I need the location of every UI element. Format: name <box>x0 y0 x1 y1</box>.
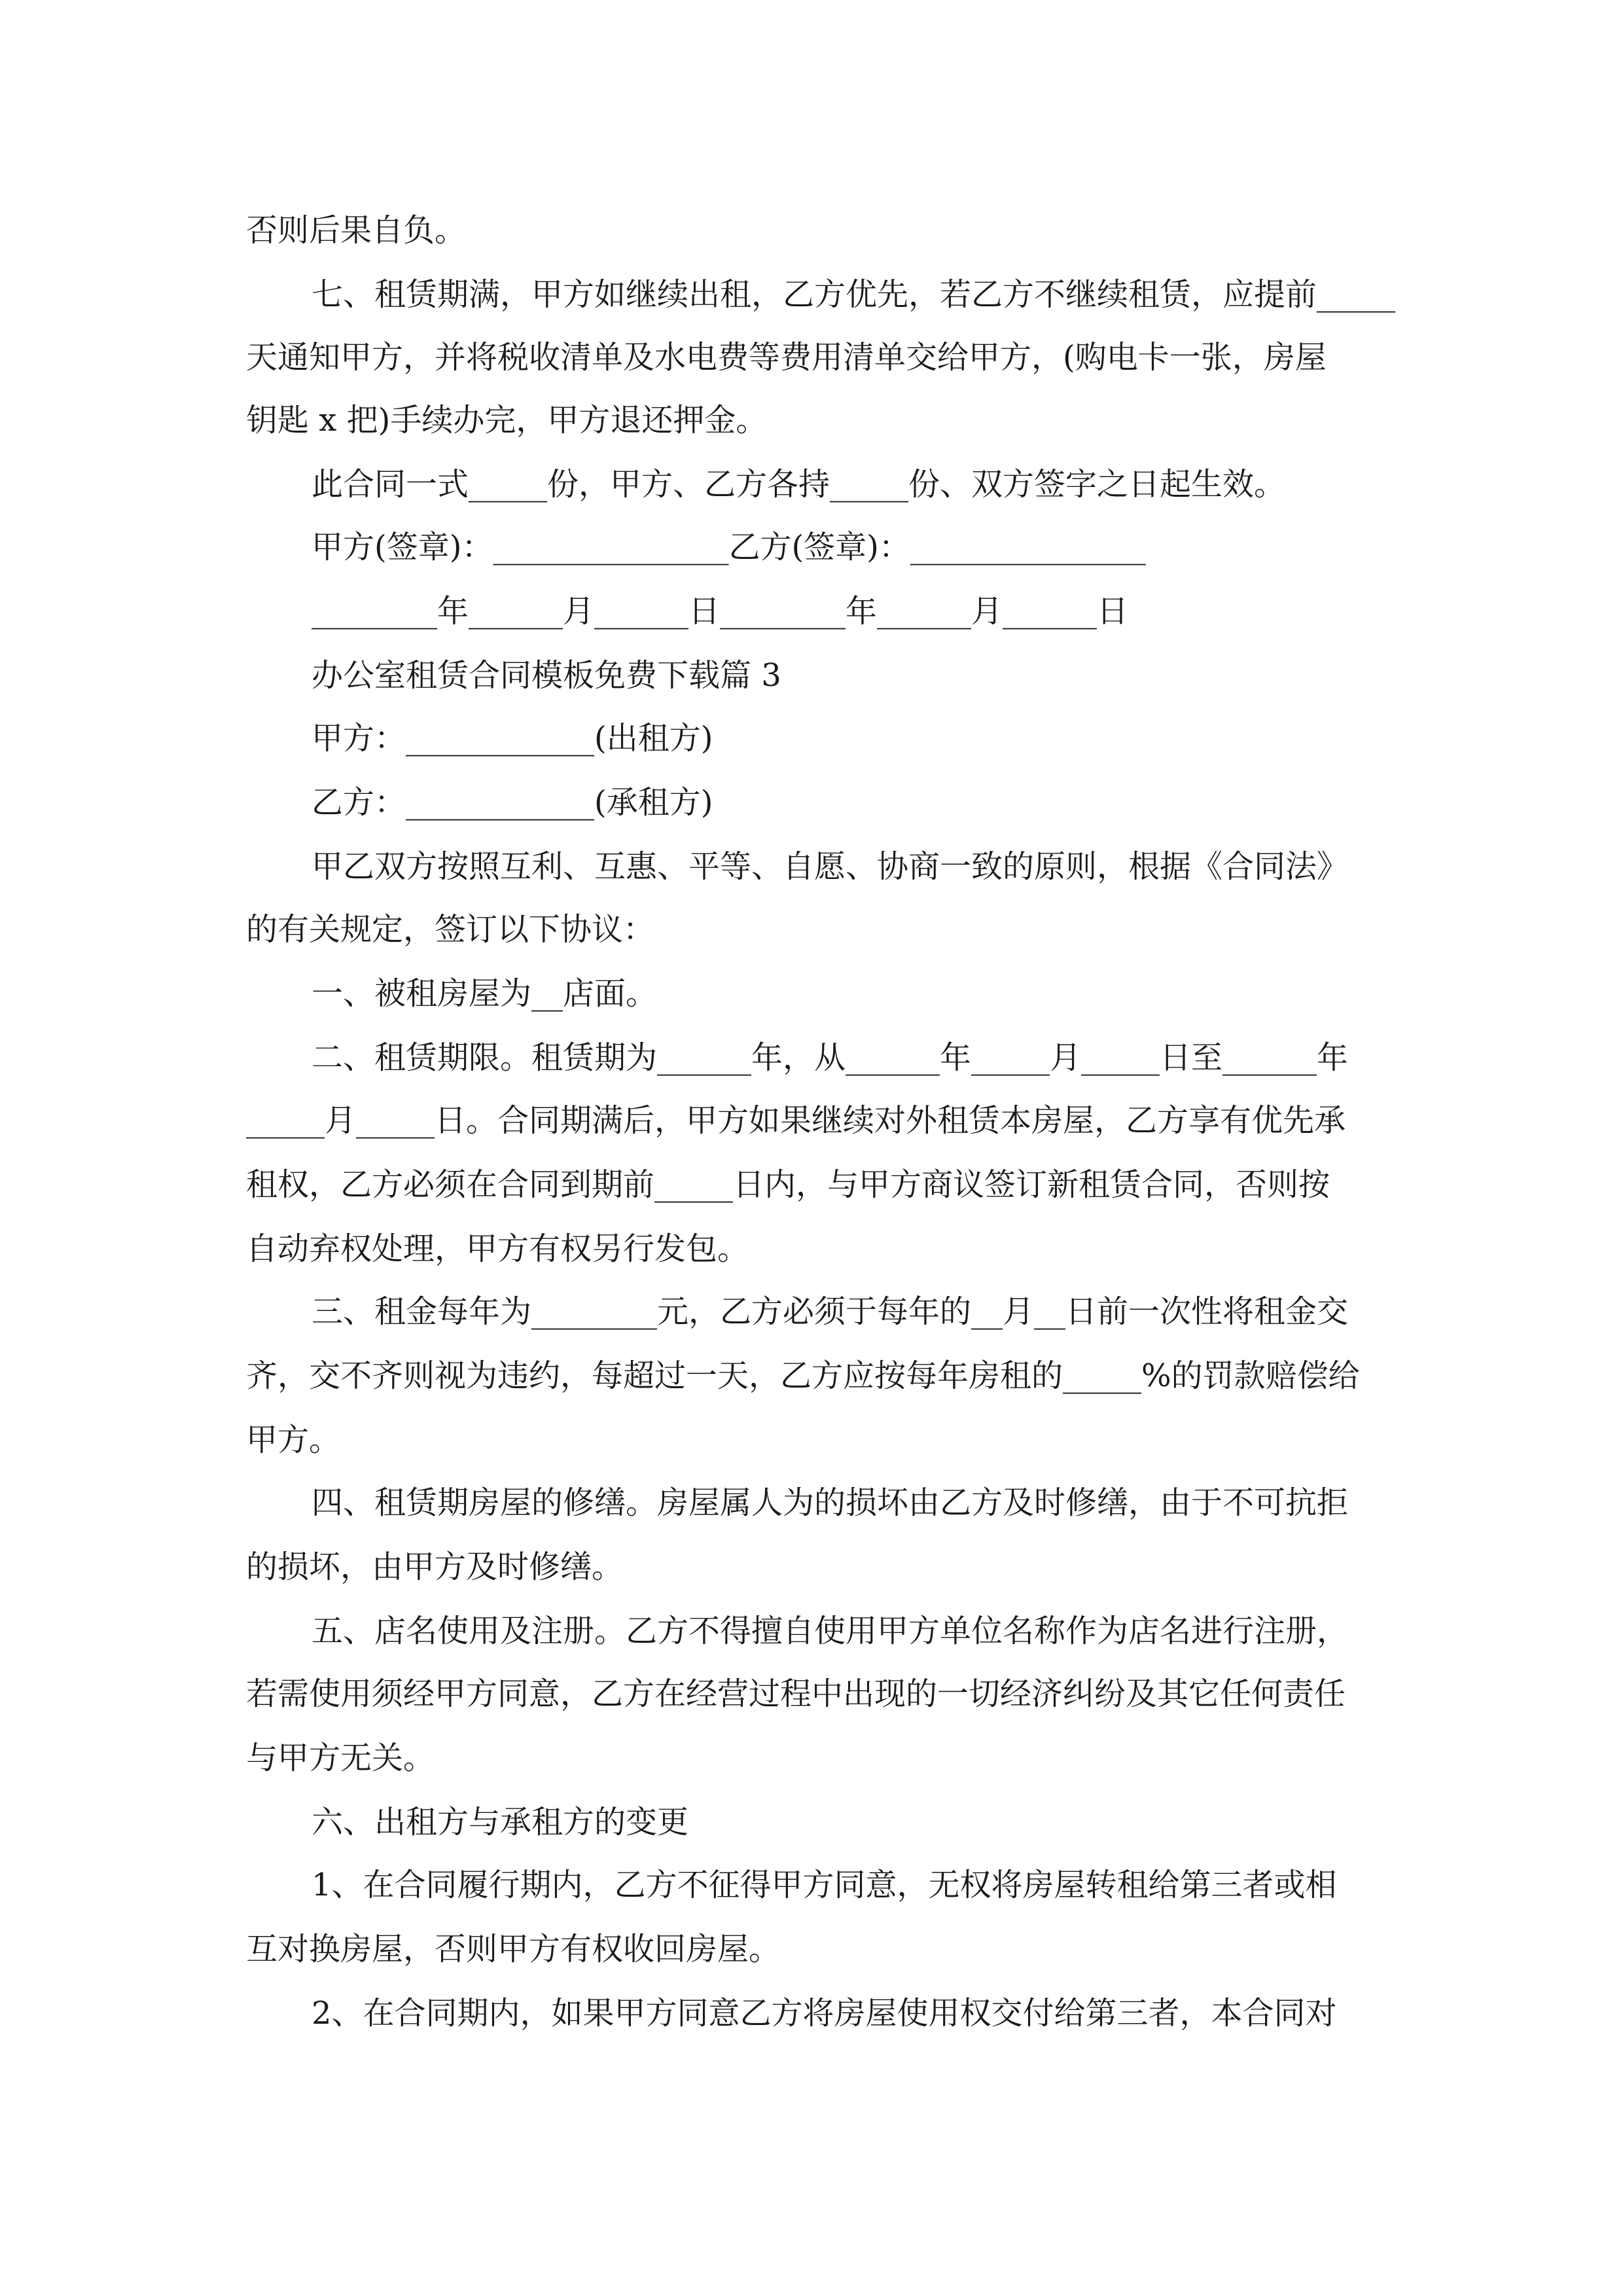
text-line: 一、被租房屋为__店面。 <box>312 975 658 1012</box>
text-line: 钥匙 x 把)手续办完，甲方退还押金。 <box>246 402 768 439</box>
text-line: 七、租赁期满，甲方如继续出租，乙方优先，若乙方不继续租赁，应提前_____ <box>312 276 1396 313</box>
text-line: 若需使用须经甲方同意，乙方在经营过程中出现的一切经济纠纷及其它任何责任 <box>246 1676 1346 1712</box>
party-a-line: 甲方：____________(出租方) <box>312 720 713 757</box>
text-line: 否则后果自负。 <box>246 212 467 249</box>
text-line: 租权，乙方必须在合同到期前_____日内，与甲方商议签订新租赁合同，否则按 <box>246 1166 1330 1203</box>
text-line: 互对换房屋，否则甲方有权收回房屋。 <box>246 1931 781 1967</box>
text-line: _____月_____日。合同期满后，甲方如果继续对外租赁本房屋，乙方享有优先承 <box>246 1102 1346 1139</box>
signature-line: 甲方(签章)：_______________乙方(签章)：_______________ <box>312 529 1146 565</box>
date-line: ________年______月______日________年______月______日 <box>312 593 1129 630</box>
text-line: 二、租赁期限。租赁期为______年，从______年_____月_____日至______年 <box>312 1039 1349 1076</box>
text-line: 的有关规定，签订以下协议： <box>246 911 655 948</box>
text-line: 天通知甲方，并将税收清单及水电费等费用清单交给甲方，(购电卡一张，房屋 <box>246 339 1327 376</box>
text-line: 与甲方无关。 <box>246 1740 435 1776</box>
text-line: 齐，交不齐则视为违约，每超过一天，乙方应按每年房租的_____%的罚款赔偿给 <box>246 1357 1360 1394</box>
text-line: 甲方。 <box>246 1422 341 1458</box>
text-line: 三、租金每年为________元，乙方必须于每年的__月__日前一次性将租金交 <box>312 1293 1349 1330</box>
section-title: 办公室租赁合同模板免费下载篇 3 <box>312 657 781 694</box>
text-line: 甲乙双方按照互利、互惠、平等、自愿、协商一致的原则，根据《合同法》 <box>312 848 1349 885</box>
text-line: 自动弃权处理，甲方有权另行发包。 <box>246 1230 749 1267</box>
text-line: 2、在合同期内，如果甲方同意乙方将房屋使用权交付给第三者，本合同对 <box>312 1995 1337 2032</box>
text-line: 五、店名使用及注册。乙方不得擅自使用甲方单位名称作为店名进行注册， <box>312 1613 1349 1649</box>
text-line: 四、租赁期房屋的修缮。房屋属人为的损坏由乙方及时修缮，由于不可抗拒 <box>312 1484 1349 1521</box>
text-line: 此合同一式_____份，甲方、乙方各持_____份、双方签字之日起生效。 <box>312 466 1286 503</box>
text-line: 1、在合同履行期内，乙方不征得甲方同意，无权将房屋转租给第三者或相 <box>312 1867 1337 1903</box>
text-line: 的损坏，由甲方及时修缮。 <box>246 1549 624 1585</box>
text-line: 六、出租方与承租方的变更 <box>312 1804 689 1840</box>
party-b-line: 乙方：____________(承租方) <box>312 784 713 821</box>
